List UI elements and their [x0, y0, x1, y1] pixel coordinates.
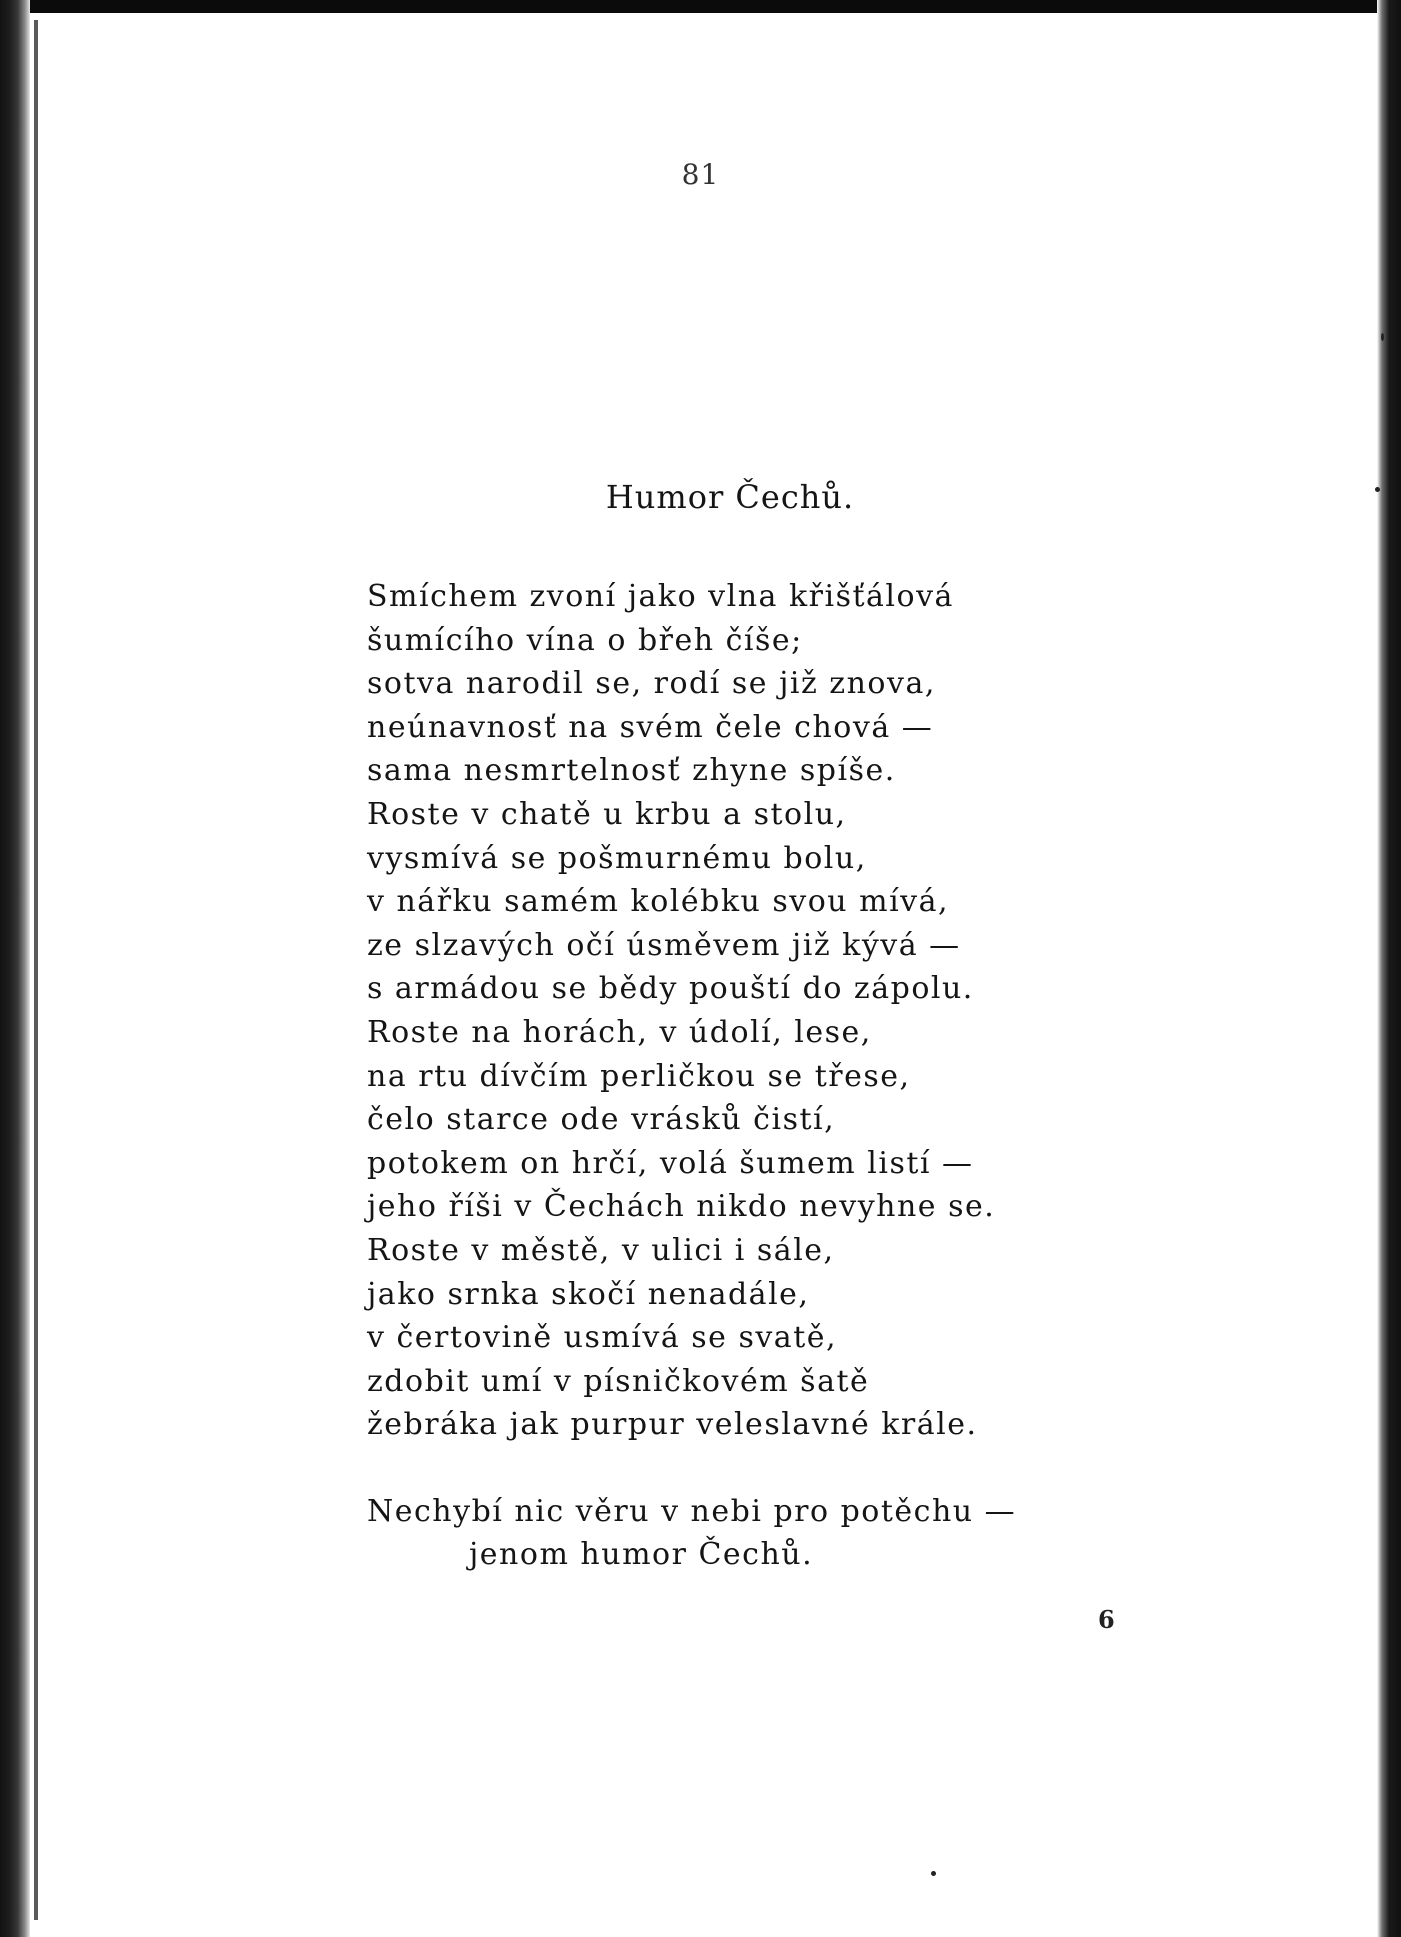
stanza-gap [367, 1447, 1016, 1490]
poem-line: Smíchem zvoní jako vlna křišťálová [367, 579, 954, 614]
poem-line: vysmívá se pošmurnému bolu, [367, 840, 867, 876]
poem-line: jako srnka skočí nenadále, [367, 1276, 810, 1312]
poem-line: v čertovině usmívá se svatě, [367, 1320, 838, 1356]
poem-line: šumícího vína o břeh číše; [367, 622, 803, 658]
stanza-1 [367, 575, 1016, 1447]
scan-speck [931, 1871, 936, 1876]
poem-line: sotva narodil se, rodí se již znova, [367, 666, 936, 702]
scan-left-gutter-line [34, 20, 38, 1920]
poem-line: jeho říši v Čechách nikdo nevyhne se. [367, 1189, 996, 1225]
signature-mark: 6 [1098, 1605, 1115, 1634]
poem-title: Humor Čechů. [605, 478, 855, 516]
poem-body [367, 575, 1016, 1577]
scan-top-edge [0, 0, 1401, 13]
stanza-2 [367, 1490, 1016, 1577]
poem-line: zdobit umí v písničkovém šatě [367, 1363, 870, 1399]
poem-line: sama nesmrtelnosť zhyne spíše. [367, 753, 896, 789]
poem-line: potokem on hrčí, volá šumem listí — [367, 1145, 974, 1181]
poem-line: Roste v městě, v ulici i sále, [367, 1232, 835, 1268]
poem-line: Roste v chatě u krbu a stolu, [367, 796, 847, 832]
poem-line: žebráka jak purpur veleslavné krále. [367, 1407, 978, 1443]
poem-line: Roste na horách, v údolí, lese, [367, 1014, 872, 1050]
scan-left-edge [0, 0, 30, 1937]
poem-line: na rtu dívčím perličkou se třese, [367, 1058, 911, 1094]
poem-line: jenom humor Čechů. [469, 1537, 814, 1573]
scan-right-edge [1377, 0, 1401, 1937]
poem-line: ze slzavých očí úsměvem již kývá — [367, 927, 961, 963]
poem-line: s armádou se bědy pouští do zápolu. [367, 971, 974, 1007]
poem-line: čelo starce ode vrásků čistí, [367, 1102, 836, 1138]
poem-line: neúnavnosť na svém čele chová — [367, 709, 934, 745]
page-number: 81 [681, 158, 720, 191]
poem-line: Nechybí nic věru v nebi pro potěchu — [367, 1493, 1017, 1529]
poem-line: v nářku samém kolébku svou mívá, [367, 884, 950, 920]
scan-speck [1381, 333, 1384, 341]
